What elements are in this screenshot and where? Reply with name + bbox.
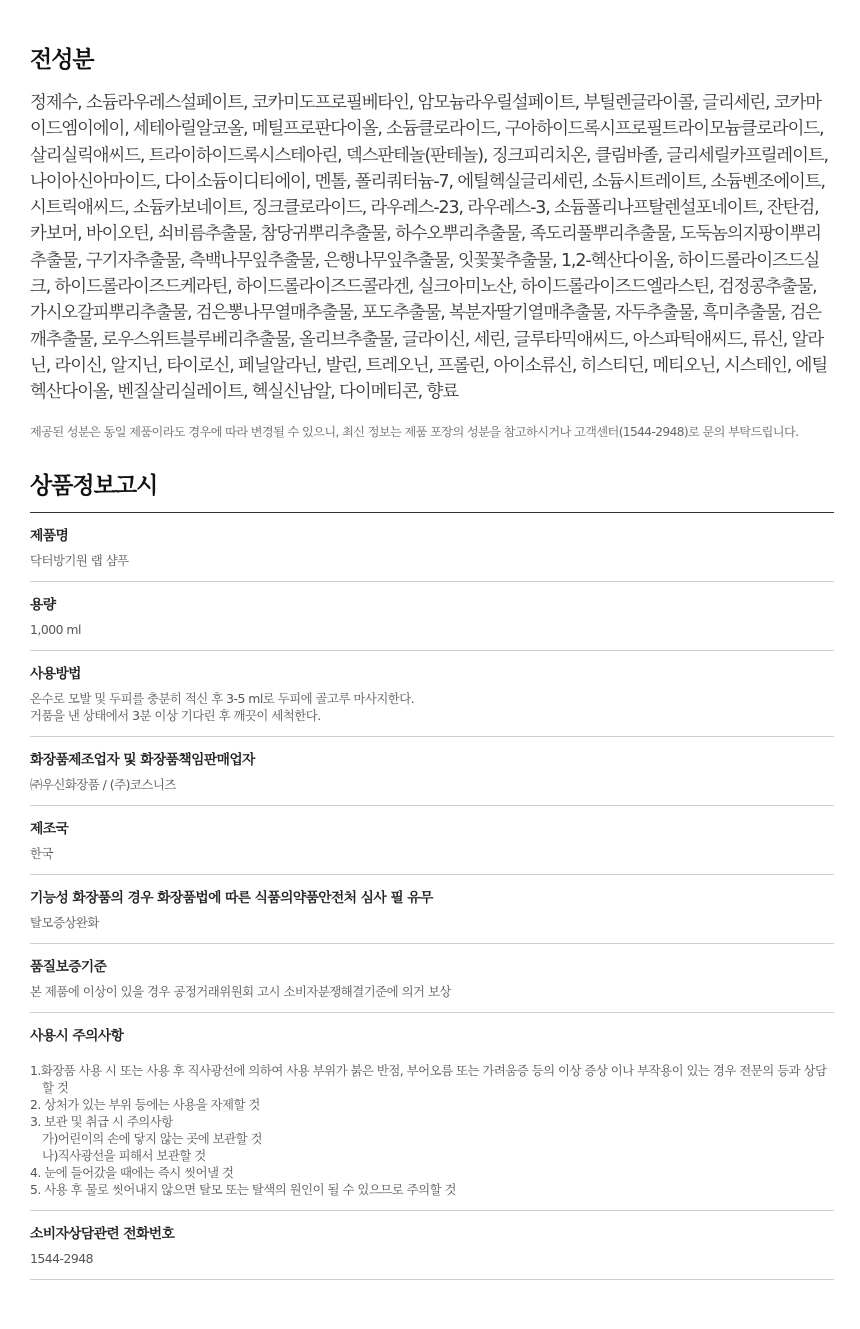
notice-label: 제품명 — [30, 527, 69, 544]
caution-item: 1.화장품 사용 시 또는 사용 후 직사광선에 의하여 사용 부위가 붉은 반점, 부어오름 또는 가려움증 등의 이상 증상 이나 부작용이 있는 경우 전문의 등과 상담할 것 — [30, 1062, 827, 1095]
ingredients-title: 전성분 — [30, 47, 94, 73]
caution-item: 4. 눈에 들어갔을 때에는 즉시 씻어낼 것 — [30, 1164, 234, 1180]
notice-label: 품질보증기준 — [30, 958, 107, 975]
caution-subitem: 나)직사광선을 피해서 보관할 것 — [42, 1147, 206, 1163]
notice-value: 본 제품에 이상이 있을 경우 공정거래위원회 고시 소비자분쟁해결기준에 의거 보상 — [30, 983, 451, 999]
notice-label: 사용방법 — [30, 665, 81, 682]
product-notice-title: 상품정보고시 — [30, 470, 834, 513]
notice-value: ㈜우신화장품 / (주)코스니즈 — [30, 776, 176, 792]
ingredients-section — [30, 44, 834, 442]
notice-value: 닥터방기원 랩 샴푸 — [30, 552, 129, 568]
notice-row-phone — [30, 1211, 834, 1280]
notice-row-functional — [30, 875, 834, 944]
caution-item: 2. 상처가 있는 부위 등에는 사용을 자제할 것 — [30, 1096, 260, 1112]
notice-label: 소비자상담관련 전화번호 — [30, 1225, 175, 1242]
caution-list — [30, 1062, 834, 1198]
notice-value: 탈모증상완화 — [30, 914, 99, 930]
notice-row-cautions — [30, 1013, 834, 1211]
notice-value: 온수로 모발 및 두피를 충분히 적신 후 3-5 ml로 두피에 골고루 마사지한다. 거품을 낸 상태에서 3분 이상 기다린 후 깨끗이 세척한다. — [30, 690, 415, 723]
notice-value: 1,000 ml — [30, 621, 81, 637]
notice-row-usage — [30, 651, 834, 737]
notice-row-manufacturer — [30, 737, 834, 806]
caution-item: 3. 보관 및 취급 시 주의사항 — [30, 1113, 173, 1129]
notice-value: 한국 — [30, 845, 53, 861]
product-detail — [30, 0, 834, 1280]
ingredients-list: 정제수, 소듐라우레스설페이트, 코카미도프로필베타인, 암모늄라우릴설페이트, 부틸렌글라이콜, 글리세린, 코카마이드엠이에이, 세테아릴알코올, 메틸프로판다이올, 소듐클로라이드, 구아하이드록시프로필트라이모늄클로라이드, 살리실릭애씨드, 트라이하이드록시스테아린, 덱스판테놀(판테놀), 징크피리치온, 클림바졸, 글리세릴카프릴레이트, 나이아신아마이드, 다이소듐이디티에이, 멘톨, 폴리쿼터늄-7, 에틸헥실글리세린, 소듐시트레이트, 소듐벤조에이트, 시트릭애씨드, 소듐카보네이트, 징크클로라이드, 라우레스-23, 라우레스-3, 소듐폴리나프탈렌설포네이트, 잔탄검, 카보머, 바이오틴, 쇠비름추출물, 참당귀뿌리추출물, 하수오뿌리추출물, 족도리풀뿌리추출물, 도둑놈의지팡이뿌리추출물, 구기자추출물, 측백나무잎추출물, 은행나무잎추출물, 잇꽃꽃추출물, 1,2-헥산다이올, 하이드롤라이즈드실크, 하이드롤라이즈드케라틴, 하이드롤라이즈드콜라겐, 실크아미노산, 하이드롤라이즈드엘라스틴, 검정콩추출물, 가시오갈피뿌리추출물, 검은뽕나무열매추출물, 포도추출물, 복분자딸기열매추출물, 자두추출물, 흑미추출물, 검은깨추출물, 로우스위트블루베리추출물, 올리브추출물, 글라이신, 세린, 글루타믹애씨드, 아스파틱애씨드, 류신, 알라닌, 라이신, 알지닌, 타이로신, 페닐알라닌, 발린, 트레오닌, 프롤린, 아이소류신, 히스티딘, 메티오닌, 시스테인, 에틸헥산다이올, 벤질살리실레이트, 헥실신남알, 다이메티콘, 향료 — [30, 93, 828, 403]
caution-subitem: 가)어린이의 손에 닿지 않는 곳에 보관할 것 — [42, 1130, 262, 1146]
notice-label: 사용시 주의사항 — [30, 1027, 124, 1044]
product-notice-section — [30, 470, 834, 1280]
ingredients-note: 제공된 성분은 동일 제품이라도 경우에 따라 변경될 수 있으니, 최신 정보는 제품 포장의 성분을 참고하시거나 고객센터(1544-2948)로 문의 부탁드립니다. — [30, 424, 799, 439]
notice-label: 제조국 — [30, 820, 69, 837]
notice-row-volume — [30, 582, 834, 651]
notice-label: 기능성 화장품의 경우 화장품법에 따른 식품의약품안전처 심사 필 유무 — [30, 889, 433, 906]
notice-row-product-name — [30, 513, 834, 582]
notice-row-country — [30, 806, 834, 875]
customer-phone: 1544-2948 — [30, 1250, 94, 1266]
notice-label: 용량 — [30, 596, 56, 613]
notice-label: 화장품제조업자 및 화장품책임판매업자 — [30, 751, 255, 768]
caution-item: 5. 사용 후 물로 씻어내지 않으면 탈모 또는 탈색의 원인이 될 수 있으므로 주의할 것 — [30, 1181, 456, 1197]
notice-row-quality — [30, 944, 834, 1013]
